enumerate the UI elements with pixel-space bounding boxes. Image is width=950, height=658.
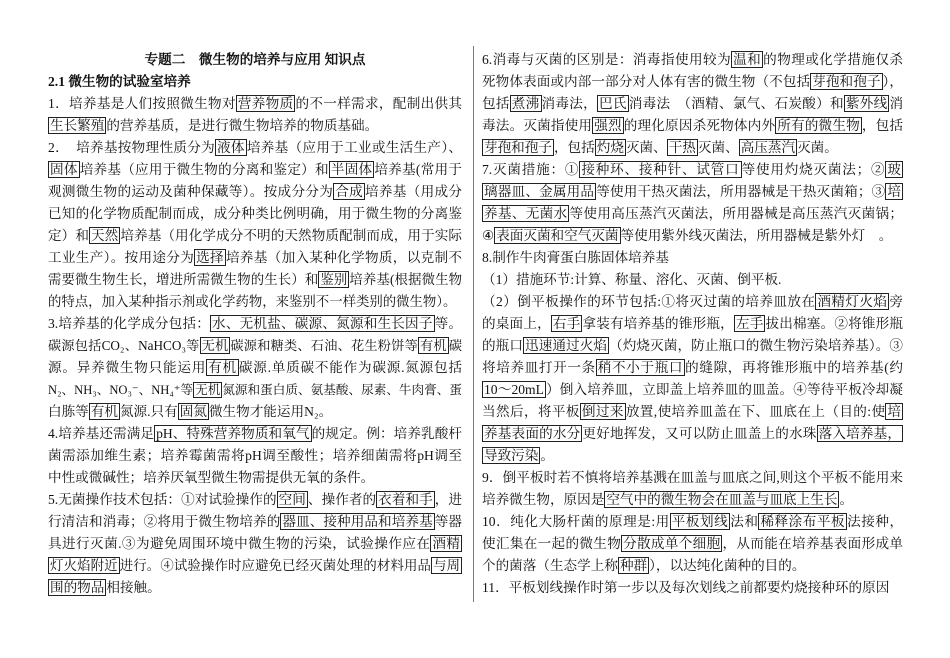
- text-run: 等使用干热灭菌法，所用器械是干热灭菌箱；③: [596, 184, 886, 199]
- text-run: 的规定。例：培养乳酸杆: [311, 426, 463, 441]
- left-column: [48, 49, 462, 599]
- text-line: [482, 445, 903, 467]
- text-run: 当然后，将平板: [482, 404, 580, 419]
- boxed-answer: 固氮: [179, 404, 207, 419]
- text-line: [482, 379, 903, 401]
- text-line: [48, 269, 462, 291]
- text-run: 1．培养基是人们按照微生物对: [48, 96, 236, 111]
- paragraph: [482, 269, 903, 291]
- text-run: 死物体表面或内部一部分对人体有害的微生物（不包括: [482, 74, 811, 89]
- text-run: 微生物才能运用N₂。: [208, 404, 333, 419]
- text-run: 个的菌落（生态学上称: [482, 558, 618, 573]
- boxed-answer: 落入培养基，: [818, 426, 902, 441]
- text-line: [482, 247, 903, 269]
- text-line: [48, 401, 462, 423]
- text-run: ④: [482, 228, 495, 243]
- boxed-answer: 衣着和手: [378, 492, 433, 507]
- text-run: 的缝隙，再将锥形瓶中的培养基(约: [685, 360, 904, 375]
- text-run: 将培养皿打开一条: [482, 360, 596, 375]
- text-line: [48, 115, 462, 137]
- text-run: ，从而能在培养基表面形成单: [722, 536, 904, 551]
- text-run: 碳源和糖类、石油、花生粉饼等: [230, 338, 419, 353]
- paragraph: [482, 49, 903, 159]
- paragraph: [482, 291, 903, 467]
- left-column-body: [48, 93, 462, 599]
- text-run: 灭菌、: [697, 140, 739, 155]
- boxed-answer: 平板划线: [671, 514, 729, 529]
- boxed-answer: 煮沸: [511, 96, 540, 111]
- boxed-answer: 培: [887, 404, 902, 419]
- text-line: [482, 577, 903, 599]
- text-run: 等器: [434, 514, 463, 529]
- paragraph: [482, 159, 903, 247]
- text-run: 培养基（用成分: [365, 184, 463, 199]
- text-run: 5.无菌操作技术包括：①对试验操作的: [48, 492, 277, 507]
- boxed-answer: 稍不小于瓶口: [597, 360, 684, 375]
- text-line: [482, 93, 903, 115]
- text-run: 灭菌。: [797, 140, 838, 155]
- paragraph: [482, 577, 903, 599]
- text-run: 进行。④试验操作时应避免已经灭菌处理的材料用品: [119, 558, 432, 573]
- text-run: ），以达纯化菌种的目的。: [649, 558, 806, 573]
- boxed-answer: 固体: [50, 162, 78, 177]
- boxed-answer: pH、特殊营养物质和氧气: [156, 426, 310, 441]
- paragraph: [482, 511, 903, 577]
- text-run: 等使用灼烧灭菌法；②: [741, 162, 886, 177]
- paragraph: [482, 467, 903, 511]
- boxed-answer: 有机: [420, 338, 447, 353]
- text-line: [482, 467, 903, 489]
- text-run: （1）措施环节:计算、称量、溶化、灭菌、倒平板.: [482, 272, 782, 287]
- text-run: 法接种，: [847, 514, 904, 529]
- boxed-answer: 接种环、接种针、试管口: [581, 162, 740, 177]
- boxed-answer: 温和: [733, 52, 762, 67]
- boxed-answer: 鉴别: [320, 272, 348, 287]
- boxed-answer: 倒过来: [581, 404, 624, 419]
- text-line: [482, 511, 903, 533]
- boxed-answer: 灯火焰附近: [50, 558, 118, 573]
- boxed-answer: 与周: [433, 558, 461, 573]
- text-run: 培养基（用化学成分不明的天然物质配制而成，用于实际: [120, 228, 463, 243]
- text-run: 相接触。: [106, 580, 161, 595]
- text-line: [48, 93, 462, 115]
- text-line: [48, 489, 462, 511]
- boxed-answer: 种群: [619, 558, 648, 573]
- text-run: 碳源包括CO₂、NaHCO₃等: [48, 338, 200, 353]
- text-run: 白胨等: [48, 404, 89, 419]
- boxed-answer: 右手: [552, 316, 581, 331]
- text-line: [482, 335, 903, 357]
- text-run: 的瓶口: [482, 338, 524, 353]
- text-run: ），: [882, 74, 904, 89]
- text-line: [48, 467, 462, 489]
- text-line: [482, 115, 903, 137]
- boxed-answer: 玻: [887, 162, 902, 177]
- text-run: ，包括: [861, 118, 904, 133]
- boxed-answer: 10～20mL: [484, 382, 544, 397]
- text-run: 需要微生物生长，增进所需微生物的生长）和: [48, 272, 319, 287]
- boxed-answer: 酒精灯火焰: [817, 294, 888, 309]
- text-line: [48, 137, 462, 159]
- text-run: 氮源.只有: [119, 404, 178, 419]
- text-run: 10．纯化大肠杆菌的原理是:用: [482, 514, 670, 529]
- text-run: ，进: [434, 492, 463, 507]
- text-run: 8.制作牛肉膏蛋白胨固体培养基: [482, 250, 669, 265]
- text-line: [482, 203, 903, 225]
- text-line: [482, 357, 903, 379]
- text-run: 包括: [482, 96, 510, 111]
- boxed-answer: 生长繁殖: [50, 118, 105, 133]
- text-run: 碳: [448, 338, 463, 353]
- text-line: [482, 49, 903, 71]
- text-run: 的物理或化学措施仅杀: [763, 52, 904, 67]
- boxed-answer: 导致污染: [484, 448, 539, 463]
- text-line: [48, 577, 462, 599]
- boxed-answer: 营养物质: [237, 96, 294, 111]
- boxed-answer: 迅速通过火焰: [525, 338, 608, 353]
- text-line: [48, 511, 462, 533]
- text-line: [482, 225, 903, 247]
- text-run: 、操作者的: [307, 492, 377, 507]
- text-line: [48, 357, 462, 379]
- text-run: 培养基（加入某种化学物质，以克制不: [225, 250, 463, 265]
- paragraph: [48, 489, 462, 599]
- text-run: 中性或微碱性；培养厌氧型微生物需提供无氧的条件。: [48, 470, 375, 485]
- section-heading: 2.1 微生物的试验室培养: [48, 74, 191, 89]
- text-run: 6.消毒与灭菌的区别是：消毒指使用较为: [482, 52, 732, 67]
- text-run: 培养基（应用于微生物的分离和鉴定）和: [79, 162, 329, 177]
- paragraph: [482, 247, 903, 269]
- paragraph: [48, 137, 462, 313]
- text-run: 氮源和蛋白质、氨基酸、尿素、牛肉膏、蛋: [222, 383, 462, 397]
- text-run: 观测微生物的运动及菌种保藏等）。按成分分为: [48, 184, 334, 199]
- text-line: [48, 225, 462, 247]
- text-run: 定）和: [48, 228, 90, 243]
- boxed-answer: 液体: [217, 140, 245, 155]
- text-line: [48, 313, 462, 335]
- text-line: [482, 159, 903, 181]
- text-run: ）倒入培养皿，立即盖上培养皿的皿盖。④等待平板冷却凝: [545, 382, 903, 397]
- text-run: 使汇集在一起的微生物: [482, 536, 622, 551]
- text-run: 9．倒平板时若不慎将培养基溅在皿盖与皿底之间,则这个平板不能用来: [482, 470, 903, 485]
- text-run: 培养基(根据微生物: [349, 272, 463, 287]
- text-run: 培养基(常用于: [374, 162, 462, 177]
- text-run: 旁: [889, 294, 904, 309]
- text-run: 具进行灭菌.③为避免周围环境中微生物的污染，试验操作应在: [48, 536, 431, 551]
- boxed-answer: 天然: [91, 228, 119, 243]
- text-run: 的营养基质，是进行微生物培养的物质基础。: [106, 118, 379, 133]
- boxed-answer: 器皿、接种用品和培养基: [282, 514, 433, 529]
- boxed-answer: 巴氏: [598, 96, 627, 111]
- paragraph: [48, 313, 462, 423]
- text-run: （灼烧灭菌，防止瓶口的微生物污染培养基）。③: [609, 338, 904, 353]
- text-line: [48, 423, 462, 445]
- text-run: 等。: [434, 316, 463, 331]
- boxed-answer: 有机: [90, 404, 118, 419]
- text-line: [48, 335, 462, 357]
- boxed-answer: 无机: [195, 383, 221, 397]
- boxed-answer: 强烈: [594, 118, 622, 133]
- text-line: [482, 533, 903, 555]
- text-run: 毒法。灭菌指使用: [482, 118, 593, 133]
- text-run: 培养微生物，原因是: [482, 492, 605, 507]
- text-line: [482, 269, 903, 291]
- text-run: 碳源.单质碳不能作为碳源.氮源包括: [238, 360, 463, 375]
- text-line: [48, 379, 462, 401]
- text-line: [48, 445, 462, 467]
- text-run: 的桌面上，: [482, 316, 551, 331]
- text-run: 放置,使培养皿盖在下、皿底在上（目的:使: [625, 404, 886, 419]
- text-line: [482, 291, 903, 313]
- text-run: 等使用紫外线灭菌法，所用器械是紫外灯 。: [620, 228, 893, 243]
- boxed-answer: 养基、无菌水: [484, 206, 568, 221]
- text-run: 法和: [730, 514, 759, 529]
- boxed-answer: 养基表面的水分: [484, 426, 581, 441]
- boxed-answer: 灼烧: [596, 140, 624, 155]
- text-line: [482, 313, 903, 335]
- text-line: [48, 291, 462, 313]
- text-run: 拿装有培养基的锥形瓶，: [582, 316, 734, 331]
- text-line: [482, 137, 903, 159]
- boxed-answer: 芽孢和孢子: [812, 74, 881, 89]
- text-run: 更好地挥发，又可以防止皿盖上的水珠: [582, 426, 817, 441]
- text-run: 灭菌、: [625, 140, 667, 155]
- text-run: 行清洁和消毒；②将用于微生物培养的: [48, 514, 281, 529]
- text-line: [482, 423, 903, 445]
- text-run: 消毒法，: [541, 96, 597, 111]
- text-run: 消: [889, 96, 904, 111]
- text-line: [482, 489, 903, 511]
- boxed-answer: 空气中的微生物会在皿盖与皿底上生长: [606, 492, 838, 507]
- boxed-answer: 半固体: [330, 162, 373, 177]
- text-run: 已知的化学物质配制而成，成分种类比例明确，用于微生物的分离鉴: [48, 206, 462, 221]
- boxed-answer: 芽孢和孢子: [484, 140, 552, 155]
- boxed-answer: 合成: [335, 184, 363, 199]
- text-run: （2）倒平板操作的环节包括:①将灭过菌的培养皿放在: [482, 294, 816, 309]
- boxed-answer: 表面灭菌和空气灭菌: [496, 228, 619, 243]
- boxed-answer: 有机: [208, 360, 237, 375]
- boxed-answer: 空间: [278, 492, 306, 507]
- boxed-answer: 分散成单个细胞: [623, 536, 721, 551]
- text-run: 的理化原因杀死物体内外: [623, 118, 776, 133]
- text-run: 拔出棉塞。②将锥形瓶: [765, 316, 904, 331]
- boxed-answer: 稀释涂布平板: [760, 514, 846, 529]
- boxed-answer: 干热: [668, 140, 696, 155]
- text-line: [48, 159, 462, 181]
- text-run: ，包括: [553, 140, 595, 155]
- right-column: [482, 49, 903, 599]
- text-line: [48, 533, 462, 555]
- boxed-answer: 璃器皿、金属用品: [484, 184, 595, 199]
- text-run: 11．平板划线操作时第一步以及每次划线之前都要灼烧接种环的原因: [482, 580, 890, 595]
- text-run: 的特点，加入某种指示剂或化学药物，来鉴别不一样类别的微生物）。: [48, 294, 457, 309]
- text-line: [482, 181, 903, 203]
- right-column-body: [482, 49, 903, 599]
- text-run: 4.培养基还需满足: [48, 426, 155, 441]
- text-run: 7.灭菌措施：①: [482, 162, 580, 177]
- boxed-answer: 高压蒸汽: [740, 140, 796, 155]
- text-line: [482, 401, 903, 423]
- text-run: N₂、NH₃、NO₃⁻、NH₄⁺等: [48, 383, 194, 397]
- text-line: [482, 555, 903, 577]
- boxed-answer: 围的物品: [50, 580, 105, 595]
- text-run: 工业生产）。按用途分为: [48, 250, 195, 265]
- doc-title: 专题二 微生物的培养与应用 知识点: [144, 52, 366, 67]
- text-line: [48, 247, 462, 269]
- boxed-answer: 左手: [735, 316, 764, 331]
- column-divider: [473, 46, 474, 602]
- text-line: [48, 203, 462, 225]
- text-run: 3.培养基的化学成分包括：: [48, 316, 211, 331]
- text-line: [48, 181, 462, 203]
- text-line: [482, 71, 903, 93]
- text-run: 等使用高压蒸汽灭菌法，所用器械是高压蒸汽灭菌锅；: [569, 206, 904, 221]
- boxed-answer: 紫外线: [845, 96, 888, 111]
- text-run: 的不一样需求，配制出供其: [295, 96, 463, 111]
- text-line: [48, 555, 462, 577]
- boxed-answer: 培: [887, 184, 902, 199]
- boxed-answer: 选择: [196, 250, 224, 265]
- text-run: 消毒法 （酒精、氯气、石炭酸）和: [628, 96, 844, 111]
- text-run: 。: [839, 492, 854, 507]
- boxed-answer: 所有的微生物: [777, 118, 860, 133]
- boxed-answer: 无机: [201, 338, 229, 353]
- paragraph: [48, 93, 462, 137]
- boxed-answer: 水、无机盐、碳源、氮源和生长因子: [212, 316, 433, 331]
- text-run: 2． 培养基按物理性质分为: [48, 140, 216, 155]
- boxed-answer: 酒精: [432, 536, 461, 551]
- text-run: 培养基（应用于工业或生活生产）、: [246, 140, 463, 155]
- paragraph: [48, 423, 462, 489]
- text-run: 菌需添加维生素；培养霉菌需将pH调至酸性；培养细菌需将pH调至: [48, 448, 462, 463]
- text-run: 。: [540, 448, 554, 463]
- text-run: 源。异养微生物只能运用: [48, 360, 207, 375]
